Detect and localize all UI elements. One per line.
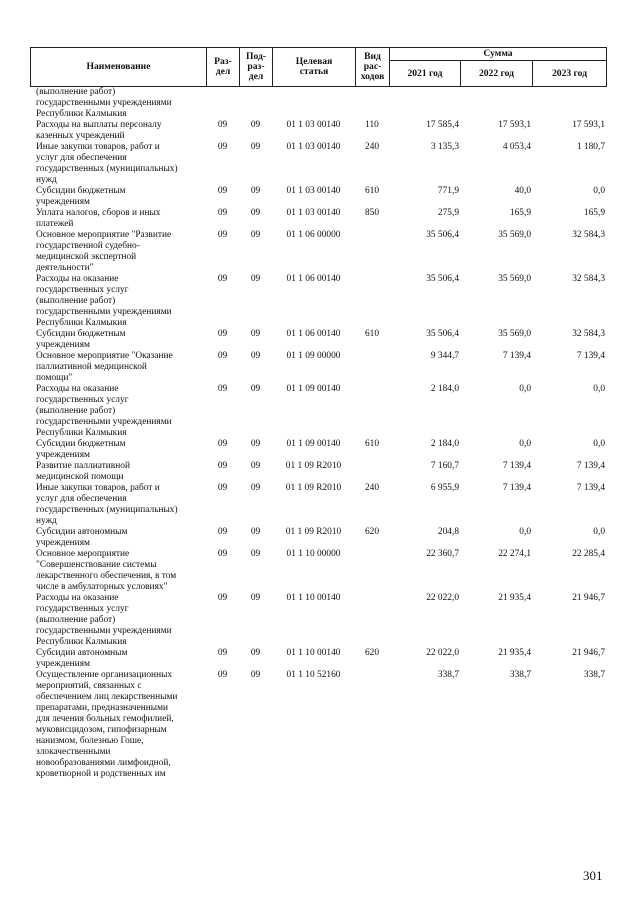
budget-table: [30, 47, 606, 780]
row-sum-2021: 2 184,0: [430, 439, 459, 449]
row-sum-2022: 0,0: [519, 439, 531, 449]
row-expense-type: [355, 549, 389, 593]
row-sum-2021: 3 135,3: [430, 142, 459, 152]
row-podrazdel: 09: [250, 120, 261, 130]
row-sum-2021: 22 022,0: [426, 648, 459, 658]
row-expense-type: 240: [364, 483, 380, 493]
row-podrazdel: 09: [250, 186, 261, 196]
row-expense-type: [355, 461, 389, 483]
row-name: Расходы на выплаты персоналу казенных учреждений: [36, 120, 162, 141]
table-row: [30, 120, 606, 142]
row-razdel: 09: [217, 351, 228, 361]
row-name: Субсидии бюджетным учреждениям: [36, 186, 126, 207]
header-podrazdel: Под- раз- дел: [240, 48, 273, 87]
row-sum-2021: 204,8: [437, 527, 459, 537]
row-expense-type: [355, 670, 389, 780]
row-sum-2021: 275,9: [437, 208, 459, 218]
row-sum-2023: 21 946,7: [572, 648, 605, 658]
row-target-article: 01 1 09 R2010: [285, 461, 342, 471]
row-podrazdel: 09: [250, 439, 261, 449]
row-target-article: 01 1 06 00140: [286, 329, 341, 339]
row-expense-type: 110: [365, 120, 379, 130]
header-summa: Сумма: [390, 48, 607, 61]
table-row: [30, 439, 606, 461]
header-razdel: Раз- дел: [207, 48, 240, 87]
row-sum-2023: 0,0: [593, 439, 605, 449]
row-sum-2023: 32 584,3: [572, 329, 605, 339]
row-target-article: 01 1 09 00000: [286, 351, 341, 361]
row-sum-2023: 0,0: [593, 384, 605, 394]
row-razdel: 09: [217, 483, 228, 493]
row-expense-type: [355, 87, 389, 120]
row-razdel: 09: [217, 549, 228, 559]
row-razdel: 09: [217, 186, 228, 196]
row-expense-type: 610: [364, 439, 380, 449]
row-target-article: 01 1 03 00140: [286, 208, 341, 218]
row-podrazdel: 09: [250, 384, 261, 394]
row-name: Субсидии бюджетным учреждениям: [36, 329, 126, 350]
row-target-article: 01 1 10 52160: [286, 670, 341, 680]
row-name: Расходы на оказание государственных услуг (выполнение работ) государственными учреждениями Республики Калмыкия: [36, 593, 172, 647]
row-expense-type: 610: [364, 186, 380, 196]
row-target-article: [272, 87, 355, 120]
row-sum-2021: 9 344,7: [430, 351, 459, 361]
table-row: [30, 87, 606, 120]
row-sum-2021: 22 022,0: [426, 593, 459, 603]
row-razdel: 09: [217, 329, 228, 339]
row-podrazdel: 09: [250, 274, 261, 284]
row-name: Основное мероприятие "Совершенствование системы лекарственного обеспечения, в том числе в амбулаторных условиях": [36, 549, 177, 592]
row-razdel: 09: [217, 208, 228, 218]
table-body: [30, 87, 606, 780]
row-sum-2021: 35 506,4: [426, 230, 459, 240]
row-target-article: 01 1 10 00000: [286, 549, 341, 559]
row-target-article: 01 1 09 R2010: [285, 527, 342, 537]
row-razdel: 09: [217, 142, 228, 152]
row-podrazdel: 09: [250, 483, 261, 493]
table-row: [30, 329, 606, 351]
row-sum-2022: [460, 87, 532, 120]
row-sum-2022: 0,0: [519, 384, 531, 394]
row-name: Развитие паллиативной медицинской помощи: [36, 461, 130, 482]
row-sum-2023: 0,0: [593, 527, 605, 537]
row-name: Основное мероприятие "Оказание паллиативной медицинской помощи": [36, 351, 173, 383]
row-podrazdel: 09: [250, 208, 261, 218]
row-sum-2022: 21 935,4: [498, 648, 531, 658]
header-year-2021: 2021 год: [390, 61, 461, 87]
header-year-2023: 2023 год: [533, 61, 607, 87]
row-razdel: 09: [217, 527, 228, 537]
row-podrazdel: 09: [250, 549, 261, 559]
row-sum-2023: 1 180,7: [576, 142, 605, 152]
row-razdel: [206, 87, 239, 120]
row-target-article: 01 1 06 00140: [286, 274, 341, 284]
row-target-article: 01 1 06 00000: [286, 230, 341, 240]
table-row: [30, 186, 606, 208]
row-sum-2023: 21 946,7: [572, 593, 605, 603]
row-sum-2023: [532, 87, 606, 120]
row-sum-2021: 338,7: [437, 670, 459, 680]
row-razdel: 09: [217, 439, 228, 449]
row-name: Субсидии автономным учреждениям: [36, 527, 128, 548]
row-sum-2021: 17 585,4: [426, 120, 459, 130]
row-sum-2022: 165,9: [509, 208, 531, 218]
row-sum-2023: 0,0: [593, 186, 605, 196]
row-sum-2023: 7 139,4: [576, 351, 605, 361]
row-name: (выполнение работ) государственными учреждениями Республики Калмыкия: [36, 87, 172, 119]
table-row: [30, 483, 606, 527]
row-sum-2022: 40,0: [514, 186, 531, 196]
table-row: [30, 351, 606, 384]
row-name: Иные закупки товаров, работ и услуг для обеспечения государственных (муниципальных) нужд: [36, 483, 178, 526]
table-row: [30, 208, 606, 230]
row-podrazdel: 09: [250, 527, 261, 537]
row-sum-2021: 771,9: [437, 186, 459, 196]
table-row: [30, 593, 606, 648]
row-target-article: 01 1 03 00140: [286, 186, 341, 196]
page-number: 301: [583, 868, 603, 883]
row-sum-2023: 32 584,3: [572, 274, 605, 284]
header-expense-type: Вид рас- ходов: [356, 48, 390, 87]
row-podrazdel: 09: [250, 351, 261, 361]
row-sum-2023: 17 593,1: [572, 120, 605, 130]
row-sum-2022: 338,7: [509, 670, 531, 680]
row-sum-2023: 338,7: [583, 670, 605, 680]
row-expense-type: 620: [364, 527, 380, 537]
row-expense-type: [355, 384, 389, 439]
row-podrazdel: 09: [250, 230, 261, 240]
row-sum-2022: 7 139,4: [502, 461, 531, 471]
row-sum-2023: 165,9: [583, 208, 605, 218]
row-target-article: 01 1 03 00140: [286, 120, 341, 130]
row-target-article: 01 1 09 00140: [286, 384, 341, 394]
row-sum-2023: 32 584,3: [572, 230, 605, 240]
row-podrazdel: 09: [250, 670, 261, 680]
table-row: [30, 230, 606, 274]
row-sum-2022: 4 053,4: [502, 142, 531, 152]
row-razdel: 09: [217, 461, 228, 471]
row-target-article: 01 1 03 00140: [286, 142, 341, 152]
row-razdel: 09: [217, 648, 228, 658]
table-row: [30, 142, 606, 186]
row-razdel: 09: [217, 274, 228, 284]
row-expense-type: 240: [364, 142, 380, 152]
table-row: [30, 384, 606, 439]
table-row: [30, 648, 606, 670]
row-sum-2022: 35 569,0: [498, 274, 531, 284]
row-expense-type: 850: [364, 208, 380, 218]
row-podrazdel: 09: [250, 142, 261, 152]
row-razdel: 09: [217, 593, 228, 603]
row-razdel: 09: [217, 670, 228, 680]
row-sum-2021: 35 506,4: [426, 329, 459, 339]
row-sum-2021: 22 360,7: [426, 549, 459, 559]
row-sum-2022: 17 593,1: [498, 120, 531, 130]
row-target-article: 01 1 09 00140: [286, 439, 341, 449]
row-sum-2022: 35 569,0: [498, 329, 531, 339]
row-sum-2023: 22 285,4: [572, 549, 605, 559]
row-expense-type: 620: [364, 648, 380, 658]
row-sum-2021: 6 955,9: [430, 483, 459, 493]
row-expense-type: [355, 351, 389, 384]
header-year-2022: 2022 год: [461, 61, 533, 87]
row-name: Расходы на оказание государственных услуг (выполнение работ) государственными учреждениями Республики Калмыкия: [36, 384, 172, 438]
row-expense-type: [355, 593, 389, 648]
row-sum-2021: 35 506,4: [426, 274, 459, 284]
row-sum-2022: 7 139,4: [502, 483, 531, 493]
row-razdel: 09: [217, 384, 228, 394]
table-row: [30, 461, 606, 483]
row-sum-2022: 35 569,0: [498, 230, 531, 240]
row-name: Иные закупки товаров, работ и услуг для обеспечения государственных (муниципальных) нужд: [36, 142, 178, 185]
row-sum-2022: 22 274,1: [498, 549, 531, 559]
row-name: Уплата налогов, сборов и иных платежей: [36, 208, 161, 229]
table-row: [30, 274, 606, 329]
row-razdel: 09: [217, 230, 228, 240]
row-podrazdel: 09: [250, 648, 261, 658]
table-row: [30, 527, 606, 549]
header-name: Наименование: [31, 48, 207, 87]
table-header: [30, 47, 607, 87]
table-row: [30, 549, 606, 593]
row-sum-2022: 0,0: [519, 527, 531, 537]
row-sum-2023: 7 139,4: [576, 461, 605, 471]
row-podrazdel: 09: [250, 461, 261, 471]
row-podrazdel: 09: [250, 593, 261, 603]
row-target-article: 01 1 10 00140: [286, 593, 341, 603]
header-target-article: Целевая статья: [273, 48, 356, 87]
row-expense-type: [355, 230, 389, 274]
row-target-article: 01 1 09 R2010: [285, 483, 342, 493]
row-name: Осуществление организационных мероприятий, связанных с обеспечением лиц лекарственными препаратами, предназначенными для лечения больных гемофилией, муковисцидозом, гипофизарным нанизмом, болезнью Гоше, злокачественными новообразованиями лимфоидной, кроветворной и родственных им: [36, 670, 178, 779]
row-name: Субсидии бюджетным учреждениям: [36, 439, 126, 460]
row-sum-2021: 7 160,7: [430, 461, 459, 471]
row-podrazdel: [239, 87, 272, 120]
row-name: Расходы на оказание государственных услуг (выполнение работ) государственными учреждениями Республики Калмыкия: [36, 274, 172, 328]
row-podrazdel: 09: [250, 329, 261, 339]
row-sum-2021: 2 184,0: [430, 384, 459, 394]
row-sum-2023: 7 139,4: [576, 483, 605, 493]
row-name: Основное мероприятие "Развитие государственной судебно- медицинской экспертной деятельности": [36, 230, 172, 273]
row-name: Субсидии автономным учреждениям: [36, 648, 128, 669]
row-razdel: 09: [217, 120, 228, 130]
row-sum-2022: 7 139,4: [502, 351, 531, 361]
row-sum-2021: [389, 87, 460, 120]
row-expense-type: 610: [364, 329, 380, 339]
row-expense-type: [355, 274, 389, 329]
table-row: [30, 670, 606, 780]
row-target-article: 01 1 10 00140: [286, 648, 341, 658]
row-sum-2022: 21 935,4: [498, 593, 531, 603]
